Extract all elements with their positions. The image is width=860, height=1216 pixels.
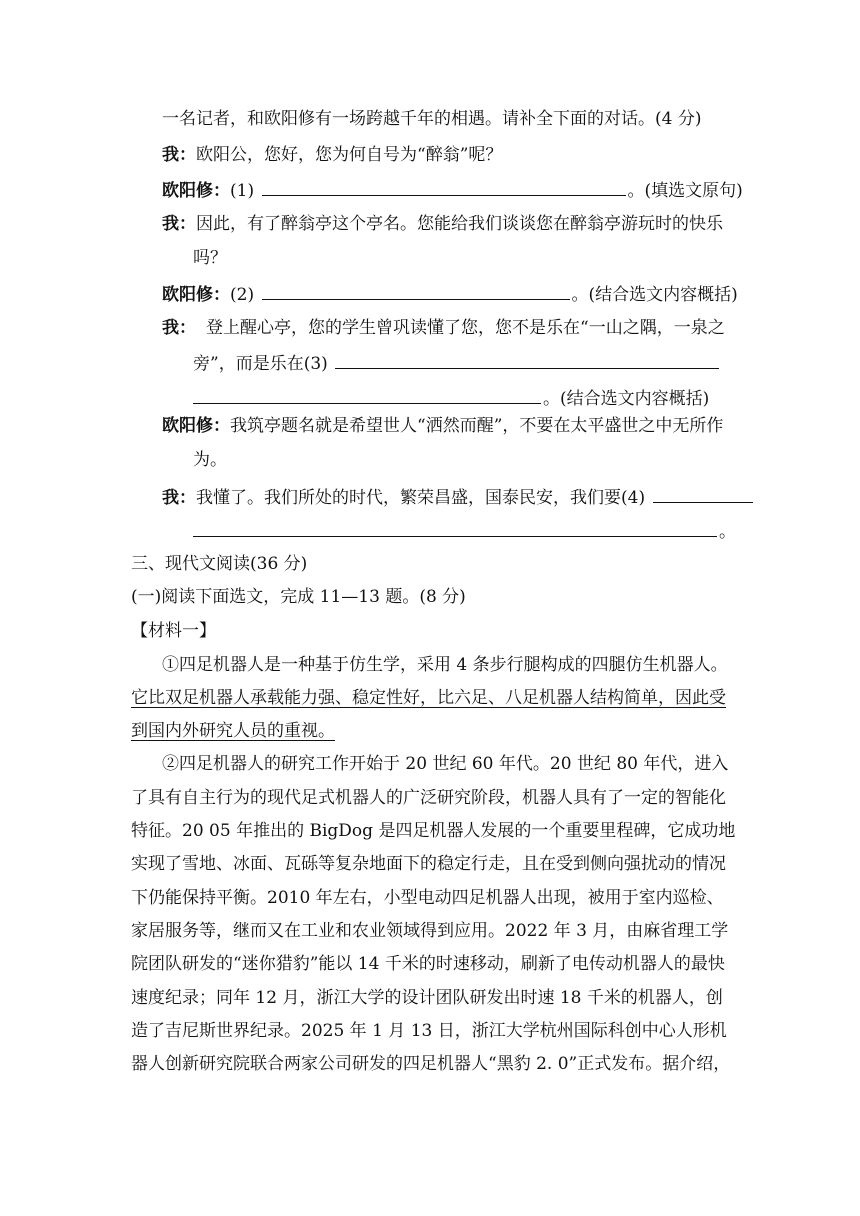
para1-line-underlined: 到国内外研究人员的重视。 (131, 721, 335, 741)
section-heading: 三、现代文阅读(36 分) (131, 554, 308, 574)
dialogue-line-q4-cont (193, 518, 736, 542)
speaker-ouyangxiu: 欧阳修： (162, 285, 230, 305)
dialogue-text-cont: 为。 (193, 450, 227, 470)
para2-line: 特征。20 05 年推出的 BigDog 是四足机器人发展的一个重要里程碑，它成功地 (131, 821, 736, 841)
answer-blank-4-cont[interactable] (193, 518, 717, 537)
dialogue-line-q1 (162, 143, 502, 167)
speaker-me: 我： (162, 318, 196, 338)
dialogue-intro: 一名记者，和欧阳修有一场跨越千年的相遇。请补全下面的对话。(4 分) (162, 109, 702, 129)
dialogue-line-q4 (162, 484, 755, 508)
dialogue-line-a3 (162, 414, 723, 438)
para2-line: 速度纪录；同年 12 月，浙江大学的设计团队研发出时速 18 千米的机器人，创 (131, 988, 723, 1008)
dialogue-line-q2 (162, 212, 723, 236)
para2-line: 造了吉尼斯世界纪录。2025 年 1 月 13 日，浙江大学杭州国际科创中心人形机 (131, 1021, 727, 1041)
dialogue-text: 登上醒心亭，您的学生曾巩读懂了您，您不是乐在“一山之隅，一泉之 (206, 318, 725, 338)
para1-line-underlined: 它比双足机器人承载能力强、稳定性好，比六足、八足机器人结构简单，因此受 (131, 688, 726, 708)
dialogue-text: 我懂了。我们所处的时代，繁荣昌盛，国泰民安，我们要(4) (196, 488, 646, 508)
answer-blank-1[interactable] (262, 177, 626, 196)
dialogue-line-a1 (162, 177, 743, 201)
para2-line: ②四足机器人的研究工作开始于 20 世纪 60 年代。20 世纪 80 年代，进入 (162, 754, 729, 774)
para1-line: ①四足机器人是一种基于仿生学，采用 4 条步行腿构成的四腿仿生机器人。 (162, 655, 728, 675)
dialogue-line-a2 (162, 281, 738, 305)
answer-blank-3-cont[interactable] (193, 385, 541, 404)
answer-blank-3[interactable] (335, 350, 719, 369)
dialogue-line-q3-cont2 (193, 385, 709, 409)
speaker-me: 我： (162, 214, 196, 234)
para2-line: 家居服务等，继而又在工业和农业领域得到应用。2022 年 3 月，由麻省理工学 (131, 921, 729, 941)
dialogue-text: 我筑亭题名就是希望世人“洒然而醒”，不要在太平盛世之中无所作 (230, 416, 724, 436)
para2-line: 了具有自主行为的现代足式机器人的广泛研究阶段，机器人具有了一定的智能化 (131, 788, 726, 808)
para2-line: 器人创新研究院联合两家公司研发的四足机器人“黑豹 2. 0”正式发布。据介绍， (131, 1054, 731, 1074)
dialogue-text-cont: 吗？ (193, 248, 227, 268)
answer-hint: 。(填选文原句) (627, 181, 743, 201)
dialogue-text: 因此，有了醉翁亭这个亭名。您能给我们谈谈您在醉翁亭游玩时的快乐 (196, 214, 723, 234)
dialogue-line-q3-cont (193, 350, 721, 374)
speaker-ouyangxiu: 欧阳修： (162, 416, 230, 436)
para2-line: 院团队研发的“迷你猎豹”能以 14 千米的时速移动，刷新了电传动机器人的最快 (131, 954, 725, 974)
material-label: 【材料一】 (131, 621, 216, 641)
speaker-ouyangxiu: 欧阳修： (162, 181, 230, 201)
dialogue-line-q3 (162, 316, 725, 340)
answer-blank-2[interactable] (262, 281, 570, 300)
speaker-me: 我： (162, 145, 196, 165)
dialogue-text: 旁”，而是乐在(3) (193, 354, 328, 374)
answer-hint: 。(结合选文内容概括) (571, 285, 738, 305)
para2-line: 下仍能保持平衡。2010 年左右，小型电动四足机器人出现，被用于室内巡检、 (131, 888, 724, 908)
answer-hint: 。(结合选文内容概括) (543, 389, 710, 409)
dialogue-text: 欧阳公，您好，您为何自号为“醉翁”呢？ (196, 145, 503, 165)
speaker-me: 我： (162, 488, 196, 508)
section-subheading: (一)阅读下面选文，完成 11—13 题。(8 分) (131, 587, 466, 607)
line-end-punct: 。 (719, 522, 736, 542)
answer-blank-4[interactable] (653, 484, 753, 503)
para2-line: 实现了雪地、冰面、瓦砾等复杂地面下的稳定行走，且在受到侧向强扰动的情况 (131, 854, 726, 874)
blank-number: (1) (230, 181, 255, 201)
blank-number: (2) (230, 285, 255, 305)
